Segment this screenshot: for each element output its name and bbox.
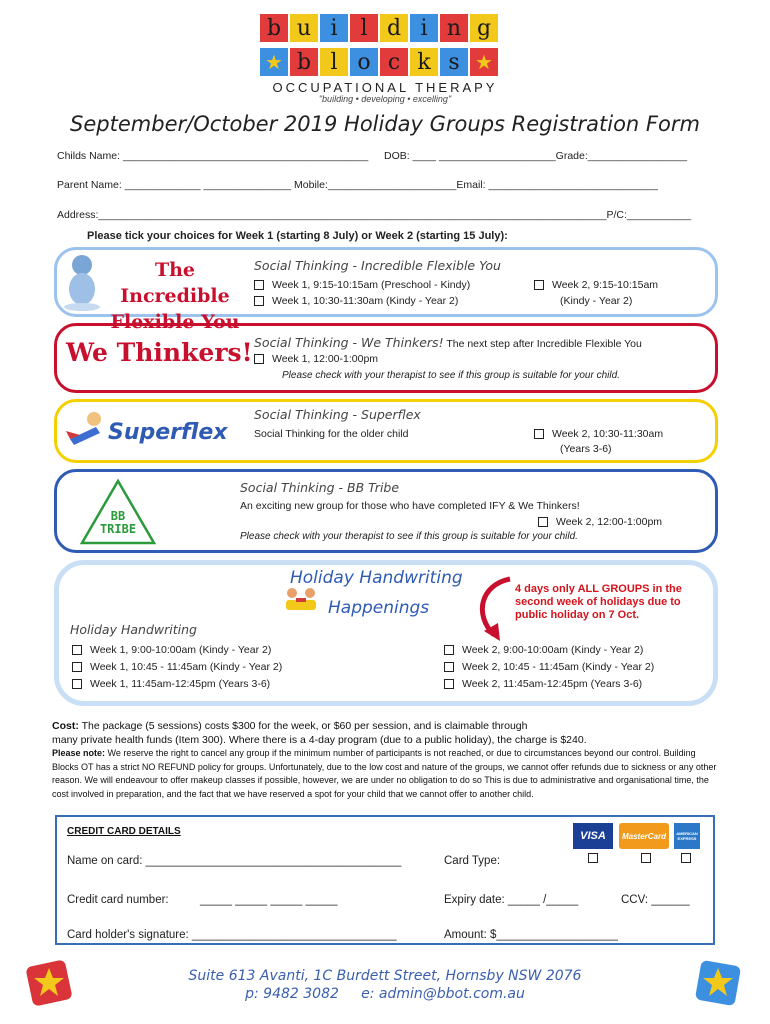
superhero-icon [66,409,106,449]
curved-arrow-icon [470,575,520,645]
cost-text-1: The package (5 sessions) costs $300 for the week, or $60 per session, and is claimable through [78,720,528,732]
bbtribe-logo-line1: BB [110,509,126,523]
handwriting-week2-item[interactable] [444,676,654,693]
star-icon: ★ [260,48,288,76]
ify-logo-line2: Flexible You [110,311,240,333]
ify-heading: Social Thinking - Incredible Flexible You [254,258,501,273]
credit-card-heading: CREDIT CARD DETAILS [67,826,181,837]
cost-text-2: many private health funds (Item 300). Where there is a 4-day program (due to a public holiday), the charge is $240. [52,734,587,746]
logo-tile: b [260,14,288,42]
note-text: We reserve the right to cancel any group if the minimum number of participants is not reached, or due to circumstances beyond our control. Building Blocks OT has a strict NO REFUND policy for groups. Unfortunately, due to the low cost and nature of the groups, we cannot offer refunds due to sickness or any other reason. We will endeavour to offer makeup classes if possible, however, we are under no obligation to do so This is due to administrative and organisational time, the cost involved in preparation, and the fact that we have reserved a spot for your child that we cannot offer to another child. [52,748,717,799]
ify-week2-sub: (Kindy - Year 2) [560,295,633,307]
checkbox[interactable] [72,645,82,655]
ify-week2[interactable] [534,279,658,291]
logo-tile: s [440,48,468,76]
handwriting-callout: 4 days only ALL GROUPS in the second week of holidays due to public holiday on 7 Oct. [515,583,682,621]
handwriting-week2-label: Week 2, 9:00-10:00am (Kindy - Year 2) [462,644,644,656]
superflex-week2[interactable] [534,428,663,440]
mastercard-checkbox[interactable] [641,852,659,864]
card-number-label: Credit card number: [67,894,169,906]
handwriting-week1-label: Week 1, 9:00-10:00am (Kindy - Year 2) [90,644,272,656]
superflex-week2-label: Week 2, 10:30-11:30am [552,428,664,440]
star-icon: ★ [470,48,498,76]
figure-icon [62,253,102,311]
bbtribe-logo-line2: TRIBE [99,522,137,536]
ify-week1b[interactable] [254,295,458,307]
logo-row-2 [260,48,498,76]
checkbox[interactable] [641,853,651,863]
bbtribe-week2-label: Week 2, 12:00-1:00pm [556,516,663,528]
parent-contact-field[interactable]: Parent Name: _____________ _______________ Mobile:______________________Email: _____________________________ [57,179,658,191]
handwriting-week2-item[interactable] [444,659,654,676]
superflex-desc: Social Thinking for the older child [254,428,409,440]
handwriting-week2-list [444,642,654,693]
handwriting-week1-label: Week 1, 10:45 - 11:45am (Kindy - Year 2) [90,661,283,673]
handwriting-logo-line1: Holiday Handwriting [290,568,463,588]
checkbox[interactable] [538,517,548,527]
ify-week1a-label: Week 1, 9:15-10:15am (Preschool - Kindy) [272,279,471,291]
superflex-week2-sub: (Years 3-6) [560,443,612,455]
amount-field[interactable]: Amount: $___________________ [444,929,618,941]
checkbox[interactable] [254,280,264,290]
logo-tile: c [380,48,408,76]
checkbox[interactable] [534,429,544,439]
handwriting-week1-item[interactable] [72,676,282,693]
name-on-card-field[interactable]: Name on card: ________________________________________ [67,855,402,867]
ify-logo-line1: The Incredible [120,259,230,307]
superflex-heading: Social Thinking - Superflex [254,407,421,422]
logo-tagline: "building • developing • excelling" [318,94,452,104]
dob-grade-field[interactable]: DOB: ____ ____________________Grade:_________________ [384,150,688,162]
mastercard-icon: MasterCard [619,823,669,849]
logo-tile: k [410,48,438,76]
wethinkers-logo: We Thinkers! [66,338,253,367]
handwriting-heading: Holiday Handwriting [70,622,197,637]
amex-checkbox[interactable] [681,852,699,864]
ify-week2-label: Week 2, 9:15-10:15am [552,279,659,291]
handwriting-week2-label: Week 2, 10:45 - 11:45am (Kindy - Year 2) [462,661,655,673]
kids-icon [282,585,322,615]
ify-week1b-label: Week 1, 10:30-11:30am (Kindy - Year 2) [272,295,459,307]
logo-tile: n [440,14,468,42]
checkbox[interactable] [534,280,544,290]
ify-week1a[interactable] [254,279,470,291]
handwriting-week1-item[interactable] [72,642,282,659]
wethinkers-heading: Social Thinking - We Thinkers! [254,335,444,350]
instruction-text: Please tick your choices for Week 1 (starting 8 July) or Week 2 (starting 15 July): [87,230,508,242]
logo-tile: o [350,48,378,76]
logo-tile: i [410,14,438,42]
footer-address: Suite 613 Avanti, 1C Burdett Street, Hornsby NSW 2076 [188,968,582,984]
wethinkers-note: Please check with your therapist to see if this group is suitable for your child. [282,370,620,381]
logo-tile: l [350,14,378,42]
card-number-field[interactable]: _____ _____ _____ _____ [200,894,338,906]
footer-contact: p: 9482 3082 e: admin@bbot.com.au [245,986,525,1002]
wethinkers-heading-row [254,334,642,352]
logo-row-1 [260,14,498,42]
checkbox[interactable] [254,354,264,364]
wethinkers-week1-label: Week 1, 12:00-1:00pm [272,353,379,365]
logo-tile: d [380,14,408,42]
checkbox[interactable] [72,662,82,672]
card-type-label: Card Type: [444,855,501,867]
handwriting-week1-label: Week 1, 11:45am-12:45pm (Years 3-6) [90,678,271,690]
bbtribe-desc: An exciting new group for those who have completed IFY & We Thinkers! [240,500,580,512]
handwriting-week1-list [72,642,282,693]
cost-label: Cost: [52,720,79,732]
logo-tile: u [290,14,318,42]
expiry-field[interactable]: Expiry date: _____ /_____ [444,894,579,906]
wethinkers-heading-note: The next step after Incredible Flexible You [443,338,642,350]
amex-icon: AMERICAN EXPRESS [674,823,700,849]
visa-checkbox[interactable] [588,852,606,864]
logo-tile: l [320,48,348,76]
form-title: September/October 2019 Holiday Groups Registration Form [70,112,700,136]
bbtribe-heading: Social Thinking - BB Tribe [240,480,400,495]
handwriting-week2-item[interactable] [444,642,654,659]
checkbox[interactable] [444,662,454,672]
address-field[interactable]: Address:_______________________________________________________________________________________P/C:___________ [57,209,692,221]
handwriting-week2-label: Week 2, 11:45am-12:45pm (Years 3-6) [462,678,643,690]
bbtribe-logo-text [78,510,158,536]
cost-section [52,719,720,747]
signature-field[interactable]: Card holder's signature: ________________________________ [67,929,397,941]
superflex-logo: Superflex [108,420,228,445]
bbtribe-note: Please check with your therapist to see if this group is suitable for your child. [240,531,578,542]
wethinkers-week1[interactable] [254,353,378,365]
checkbox[interactable] [588,853,598,863]
handwriting-logo-line2: Happenings [328,598,430,618]
bbtribe-week2[interactable] [538,516,662,528]
checkbox[interactable] [681,853,691,863]
checkbox[interactable] [254,296,264,306]
handwriting-week1-item[interactable] [72,659,282,676]
checkbox[interactable] [444,679,454,689]
checkbox[interactable] [444,645,454,655]
childs-name-field[interactable]: Childs Name: __________________________________________ [57,150,369,162]
note-section [52,747,720,801]
logo-tile: b [290,48,318,76]
logo-subtitle: OCCUPATIONAL THERAPY [272,80,498,95]
checkbox[interactable] [72,679,82,689]
ccv-field[interactable]: CCV: ______ [621,894,690,906]
note-label: Please note: [52,748,106,758]
visa-icon: VISA [573,823,613,849]
logo-tile: i [320,14,348,42]
cost-line-1 [52,719,720,733]
logo-tile: g [470,14,498,42]
